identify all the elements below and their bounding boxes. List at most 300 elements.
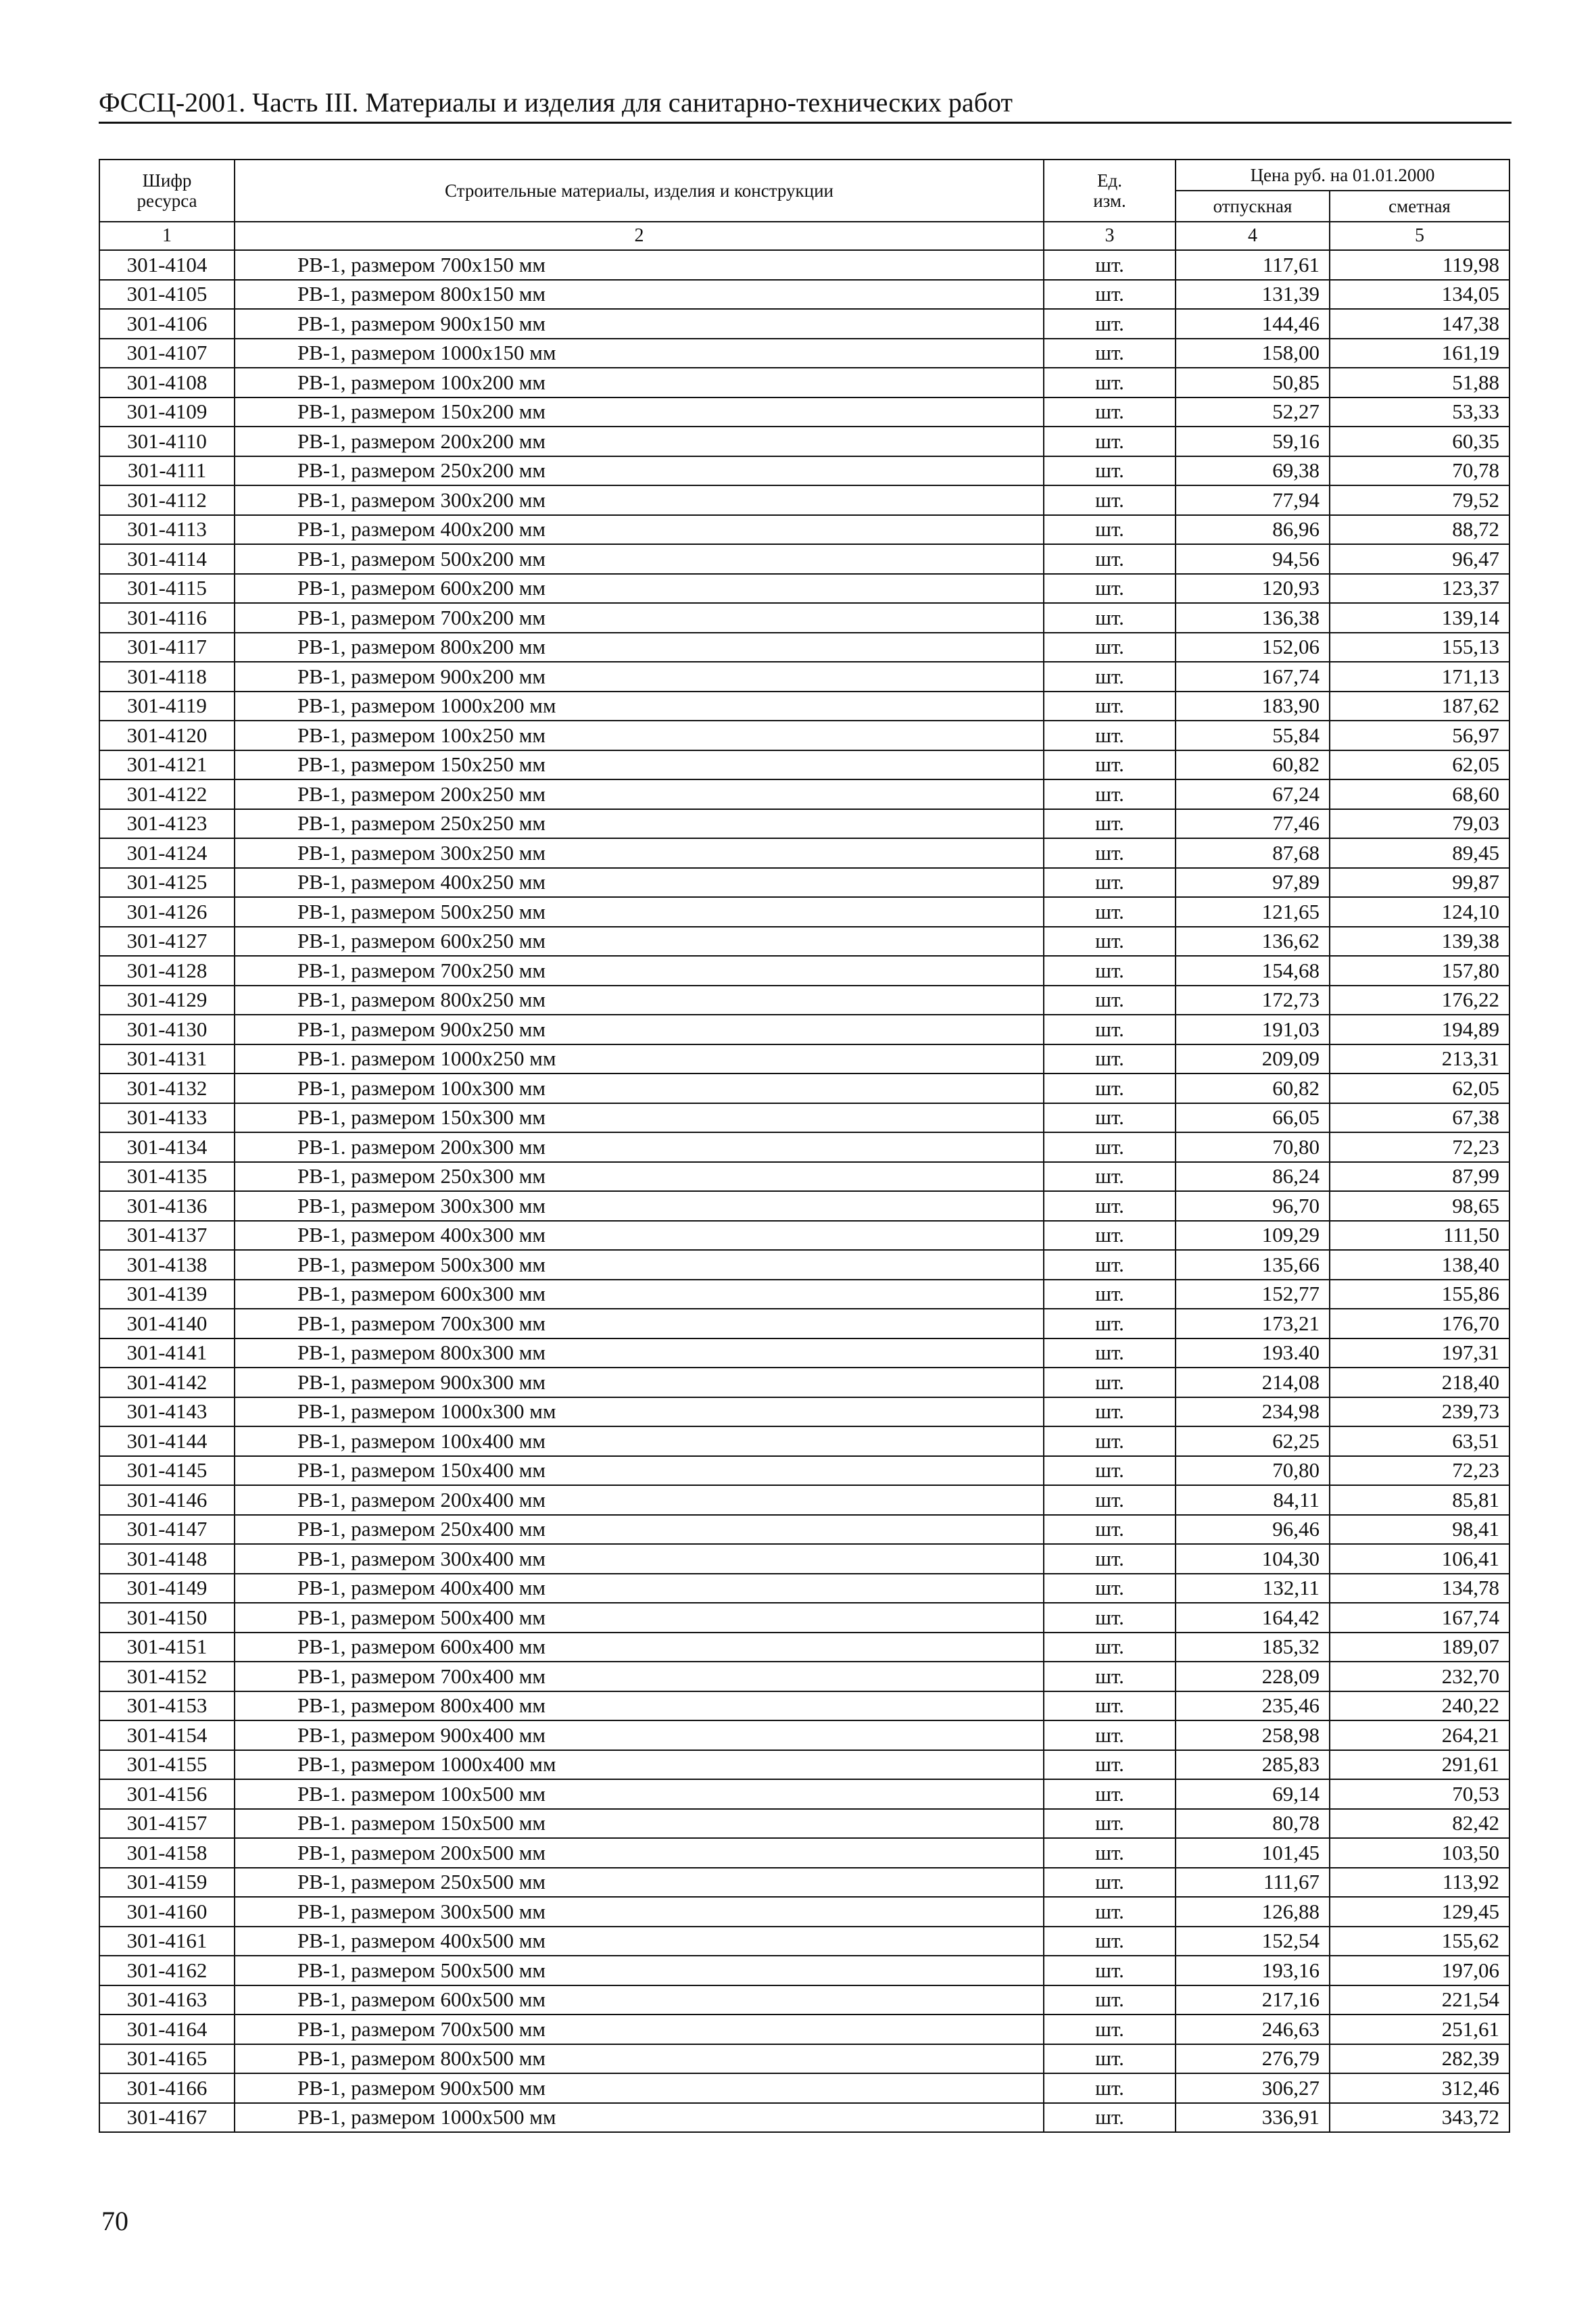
material-name-cell: РВ-1, размером 900х400 мм bbox=[235, 1720, 1044, 1750]
resource-code-cell: 301-4149 bbox=[99, 1574, 235, 1603]
estimate-price-cell: 62,05 bbox=[1330, 750, 1509, 780]
unit-cell: шт. bbox=[1044, 1927, 1176, 1956]
estimate-price-cell: 106,41 bbox=[1330, 1544, 1509, 1574]
release-price-cell: 152,06 bbox=[1176, 633, 1330, 662]
table-row bbox=[99, 809, 1509, 839]
material-name-cell: РВ-1, размером 800х200 мм bbox=[235, 633, 1044, 662]
material-name-cell: РВ-1, размером 250х500 мм bbox=[235, 1868, 1044, 1898]
resource-code-cell: 301-4124 bbox=[99, 838, 235, 868]
release-price-cell: 77,46 bbox=[1176, 809, 1330, 839]
unit-cell: шт. bbox=[1044, 1456, 1176, 1486]
resource-code-cell: 301-4129 bbox=[99, 986, 235, 1015]
resource-code-cell: 301-4144 bbox=[99, 1426, 235, 1456]
estimate-price-cell: 72,23 bbox=[1330, 1456, 1509, 1486]
unit-cell: шт. bbox=[1044, 868, 1176, 898]
release-price-cell: 136,62 bbox=[1176, 927, 1330, 957]
estimate-price-cell: 167,74 bbox=[1330, 1603, 1509, 1633]
table-row bbox=[99, 544, 1509, 574]
estimate-price-cell: 139,38 bbox=[1330, 927, 1509, 957]
table-row bbox=[99, 1191, 1509, 1221]
page-number: 70 bbox=[101, 2206, 128, 2236]
release-price-cell: 50,85 bbox=[1176, 368, 1330, 397]
resource-code-cell: 301-4151 bbox=[99, 1633, 235, 1662]
header-name: Строительные материалы, изделия и конструкции bbox=[235, 160, 1044, 222]
resource-code-cell: 301-4134 bbox=[99, 1132, 235, 1162]
release-price-cell: 70,80 bbox=[1176, 1456, 1330, 1486]
table-row bbox=[99, 1779, 1509, 1809]
material-name-cell: РВ-1, размером 500х400 мм bbox=[235, 1603, 1044, 1633]
resource-code-cell: 301-4121 bbox=[99, 750, 235, 780]
unit-cell: шт. bbox=[1044, 1779, 1176, 1809]
resource-code-cell: 301-4125 bbox=[99, 868, 235, 898]
resource-code-cell: 301-4167 bbox=[99, 2103, 235, 2133]
material-name-cell: РВ-1, размером 150х400 мм bbox=[235, 1456, 1044, 1486]
material-name-cell: РВ-1, размером 300х500 мм bbox=[235, 1897, 1044, 1927]
estimate-price-cell: 197,31 bbox=[1330, 1338, 1509, 1368]
material-name-cell: РВ-1, размером 300х200 мм bbox=[235, 485, 1044, 515]
unit-cell: шт. bbox=[1044, 485, 1176, 515]
release-price-cell: 84,11 bbox=[1176, 1485, 1330, 1515]
release-price-cell: 285,83 bbox=[1176, 1750, 1330, 1780]
release-price-cell: 59,16 bbox=[1176, 427, 1330, 456]
table-row bbox=[99, 515, 1509, 545]
unit-cell: шт. bbox=[1044, 574, 1176, 604]
resource-code-cell: 301-4155 bbox=[99, 1750, 235, 1780]
unit-cell: шт. bbox=[1044, 2044, 1176, 2074]
material-name-cell: РВ-1, размером 300х300 мм bbox=[235, 1191, 1044, 1221]
unit-cell: шт. bbox=[1044, 633, 1176, 662]
resource-code-cell: 301-4132 bbox=[99, 1073, 235, 1103]
release-price-cell: 77,94 bbox=[1176, 485, 1330, 515]
estimate-price-cell: 194,89 bbox=[1330, 1015, 1509, 1044]
table-row bbox=[99, 1897, 1509, 1927]
estimate-price-cell: 53,33 bbox=[1330, 397, 1509, 427]
table-row bbox=[99, 1368, 1509, 1397]
unit-cell: шт. bbox=[1044, 339, 1176, 368]
table-row bbox=[99, 1691, 1509, 1721]
release-price-cell: 152,77 bbox=[1176, 1280, 1330, 1309]
resource-code-cell: 301-4147 bbox=[99, 1515, 235, 1545]
resource-code-cell: 301-4111 bbox=[99, 456, 235, 486]
table-row bbox=[99, 1633, 1509, 1662]
release-price-cell: 193.40 bbox=[1176, 1338, 1330, 1368]
estimate-price-cell: 134,78 bbox=[1330, 1574, 1509, 1603]
table-row bbox=[99, 1044, 1509, 1074]
estimate-price-cell: 147,38 bbox=[1330, 309, 1509, 339]
release-price-cell: 86,24 bbox=[1176, 1162, 1330, 1192]
table-row bbox=[99, 1015, 1509, 1044]
material-name-cell: РВ-1, размером 800х250 мм bbox=[235, 986, 1044, 1015]
resource-code-cell: 301-4131 bbox=[99, 1044, 235, 1074]
material-name-cell: РВ-1, размером 100х200 мм bbox=[235, 368, 1044, 397]
resource-code-cell: 301-4104 bbox=[99, 250, 235, 280]
unit-cell: шт. bbox=[1044, 1368, 1176, 1397]
table-row bbox=[99, 2103, 1509, 2133]
release-price-cell: 86,96 bbox=[1176, 515, 1330, 545]
table-row bbox=[99, 1456, 1509, 1486]
table-row bbox=[99, 1603, 1509, 1633]
table-row bbox=[99, 1956, 1509, 1985]
resource-code-cell: 301-4117 bbox=[99, 633, 235, 662]
estimate-price-cell: 282,39 bbox=[1330, 2044, 1509, 2074]
estimate-price-cell: 176,70 bbox=[1330, 1309, 1509, 1338]
unit-cell: шт. bbox=[1044, 1633, 1176, 1662]
unit-cell: шт. bbox=[1044, 1132, 1176, 1162]
material-name-cell: РВ-1, размером 600х500 мм bbox=[235, 1985, 1044, 2015]
header-code bbox=[99, 160, 235, 222]
material-name-cell: РВ-1, размером 600х250 мм bbox=[235, 927, 1044, 957]
table-row bbox=[99, 868, 1509, 898]
resource-code-cell: 301-4150 bbox=[99, 1603, 235, 1633]
release-price-cell: 172,73 bbox=[1176, 986, 1330, 1015]
material-name-cell: РВ-1, размером 600х400 мм bbox=[235, 1633, 1044, 1662]
release-price-cell: 258,98 bbox=[1176, 1720, 1330, 1750]
unit-cell: шт. bbox=[1044, 1691, 1176, 1721]
estimate-price-cell: 221,54 bbox=[1330, 1985, 1509, 2015]
unit-cell: шт. bbox=[1044, 1809, 1176, 1839]
estimate-price-cell: 89,45 bbox=[1330, 838, 1509, 868]
release-price-cell: 173,21 bbox=[1176, 1309, 1330, 1338]
material-name-cell: РВ-1, размером 250х200 мм bbox=[235, 456, 1044, 486]
resource-code-cell: 301-4123 bbox=[99, 809, 235, 839]
estimate-price-cell: 161,19 bbox=[1330, 339, 1509, 368]
material-name-cell: РВ-1, размером 300х250 мм bbox=[235, 838, 1044, 868]
release-price-cell: 70,80 bbox=[1176, 1132, 1330, 1162]
material-name-cell: РВ-1, размером 1000х400 мм bbox=[235, 1750, 1044, 1780]
table-row bbox=[99, 1720, 1509, 1750]
estimate-price-cell: 189,07 bbox=[1330, 1633, 1509, 1662]
unit-cell: шт. bbox=[1044, 1103, 1176, 1133]
estimate-price-cell: 251,61 bbox=[1330, 2015, 1509, 2044]
release-price-cell: 55,84 bbox=[1176, 721, 1330, 750]
release-price-cell: 132,11 bbox=[1176, 1574, 1330, 1603]
release-price-cell: 135,66 bbox=[1176, 1250, 1330, 1280]
resource-code-cell: 301-4138 bbox=[99, 1250, 235, 1280]
table-row bbox=[99, 956, 1509, 986]
unit-cell: шт. bbox=[1044, 544, 1176, 574]
unit-cell: шт. bbox=[1044, 368, 1176, 397]
resource-code-cell: 301-4115 bbox=[99, 574, 235, 604]
resource-code-cell: 301-4137 bbox=[99, 1221, 235, 1251]
unit-cell: шт. bbox=[1044, 750, 1176, 780]
unit-cell: шт. bbox=[1044, 2103, 1176, 2133]
estimate-price-cell: 96,47 bbox=[1330, 544, 1509, 574]
resource-code-cell: 301-4162 bbox=[99, 1956, 235, 1985]
price-table bbox=[99, 159, 1510, 2133]
unit-cell: шт. bbox=[1044, 1162, 1176, 1192]
material-name-cell: РВ-1, размером 500х200 мм bbox=[235, 544, 1044, 574]
estimate-price-cell: 155,86 bbox=[1330, 1280, 1509, 1309]
header-unit bbox=[1044, 160, 1176, 222]
material-name-cell: РВ-1, размером 300х400 мм bbox=[235, 1544, 1044, 1574]
estimate-price-cell: 239,73 bbox=[1330, 1397, 1509, 1427]
unit-cell: шт. bbox=[1044, 1544, 1176, 1574]
resource-code-cell: 301-4105 bbox=[99, 280, 235, 310]
material-name-cell: РВ-1. размером 100х500 мм bbox=[235, 1779, 1044, 1809]
material-name-cell: РВ-1, размером 200х200 мм bbox=[235, 427, 1044, 456]
resource-code-cell: 301-4112 bbox=[99, 485, 235, 515]
table-row bbox=[99, 1809, 1509, 1839]
material-name-cell: РВ-1, размером 900х250 мм bbox=[235, 1015, 1044, 1044]
release-price-cell: 80,78 bbox=[1176, 1809, 1330, 1839]
resource-code-cell: 301-4164 bbox=[99, 2015, 235, 2044]
estimate-price-cell: 157,80 bbox=[1330, 956, 1509, 986]
resource-code-cell: 301-4165 bbox=[99, 2044, 235, 2074]
material-name-cell: РВ-1. размером 150х500 мм bbox=[235, 1809, 1044, 1839]
material-name-cell: РВ-1, размером 150х250 мм bbox=[235, 750, 1044, 780]
estimate-price-cell: 72,23 bbox=[1330, 1132, 1509, 1162]
release-price-cell: 87,68 bbox=[1176, 838, 1330, 868]
estimate-price-cell: 176,22 bbox=[1330, 986, 1509, 1015]
material-name-cell: РВ-1, размером 1000х200 мм bbox=[235, 692, 1044, 721]
unit-cell: шт. bbox=[1044, 1280, 1176, 1309]
resource-code-cell: 301-4159 bbox=[99, 1868, 235, 1898]
table-row bbox=[99, 692, 1509, 721]
estimate-price-cell: 103,50 bbox=[1330, 1838, 1509, 1868]
unit-cell: шт. bbox=[1044, 456, 1176, 486]
material-name-cell: РВ-1, размером 400х500 мм bbox=[235, 1927, 1044, 1956]
material-name-cell: РВ-1, размером 800х400 мм bbox=[235, 1691, 1044, 1721]
resource-code-cell: 301-4136 bbox=[99, 1191, 235, 1221]
resource-code-cell: 301-4127 bbox=[99, 927, 235, 957]
unit-cell: шт. bbox=[1044, 809, 1176, 839]
resource-code-cell: 301-4119 bbox=[99, 692, 235, 721]
release-price-cell: 69,38 bbox=[1176, 456, 1330, 486]
release-price-cell: 234,98 bbox=[1176, 1397, 1330, 1427]
estimate-price-cell: 87,99 bbox=[1330, 1162, 1509, 1192]
material-name-cell: РВ-1, размером 600х200 мм bbox=[235, 574, 1044, 604]
table-row bbox=[99, 1250, 1509, 1280]
table-row bbox=[99, 1985, 1509, 2015]
resource-code-cell: 301-4126 bbox=[99, 897, 235, 927]
resource-code-cell: 301-4108 bbox=[99, 368, 235, 397]
unit-cell: шт. bbox=[1044, 927, 1176, 957]
material-name-cell: РВ-1, размером 400х400 мм bbox=[235, 1574, 1044, 1603]
unit-cell: шт. bbox=[1044, 1044, 1176, 1074]
estimate-price-cell: 197,06 bbox=[1330, 1956, 1509, 1985]
table-row bbox=[99, 1103, 1509, 1133]
release-price-cell: 191,03 bbox=[1176, 1015, 1330, 1044]
header-col-number-3: 3 bbox=[1044, 222, 1176, 250]
header-release-price: отпускная bbox=[1176, 191, 1330, 222]
table-row bbox=[99, 1426, 1509, 1456]
table-row bbox=[99, 1485, 1509, 1515]
table-row bbox=[99, 750, 1509, 780]
material-name-cell: РВ-1, размером 800х150 мм bbox=[235, 280, 1044, 310]
estimate-price-cell: 60,35 bbox=[1330, 427, 1509, 456]
header-unit-line1: Ед. bbox=[1097, 170, 1122, 191]
unit-cell: шт. bbox=[1044, 1191, 1176, 1221]
header-estimate-price: сметная bbox=[1330, 191, 1509, 222]
resource-code-cell: 301-4158 bbox=[99, 1838, 235, 1868]
resource-code-cell: 301-4152 bbox=[99, 1662, 235, 1691]
estimate-price-cell: 171,13 bbox=[1330, 662, 1509, 692]
estimate-price-cell: 111,50 bbox=[1330, 1221, 1509, 1251]
estimate-price-cell: 79,03 bbox=[1330, 809, 1509, 839]
table-row bbox=[99, 1309, 1509, 1338]
estimate-price-cell: 139,14 bbox=[1330, 603, 1509, 633]
table-row bbox=[99, 662, 1509, 692]
table-row bbox=[99, 309, 1509, 339]
material-name-cell: РВ-1, размером 700х200 мм bbox=[235, 603, 1044, 633]
release-price-cell: 52,27 bbox=[1176, 397, 1330, 427]
estimate-price-cell: 155,13 bbox=[1330, 633, 1509, 662]
material-name-cell: РВ-1, размером 500х500 мм bbox=[235, 1956, 1044, 1985]
resource-code-cell: 301-4146 bbox=[99, 1485, 235, 1515]
release-price-cell: 152,54 bbox=[1176, 1927, 1330, 1956]
unit-cell: шт. bbox=[1044, 1515, 1176, 1545]
table-row bbox=[99, 1838, 1509, 1868]
resource-code-cell: 301-4140 bbox=[99, 1309, 235, 1338]
estimate-price-cell: 67,38 bbox=[1330, 1103, 1509, 1133]
release-price-cell: 66,05 bbox=[1176, 1103, 1330, 1133]
table-row bbox=[99, 1868, 1509, 1898]
header-price: Цена руб. на 01.01.2000 bbox=[1176, 160, 1509, 191]
material-name-cell: РВ-1. размером 200х300 мм bbox=[235, 1132, 1044, 1162]
resource-code-cell: 301-4160 bbox=[99, 1897, 235, 1927]
unit-cell: шт. bbox=[1044, 1426, 1176, 1456]
header-code-line1: Шифр bbox=[142, 170, 192, 191]
table-row bbox=[99, 1162, 1509, 1192]
material-name-cell: РВ-1, размером 400х250 мм bbox=[235, 868, 1044, 898]
unit-cell: шт. bbox=[1044, 1662, 1176, 1691]
estimate-price-cell: 51,88 bbox=[1330, 368, 1509, 397]
estimate-price-cell: 123,37 bbox=[1330, 574, 1509, 604]
release-price-cell: 209,09 bbox=[1176, 1044, 1330, 1074]
resource-code-cell: 301-4156 bbox=[99, 1779, 235, 1809]
release-price-cell: 131,39 bbox=[1176, 280, 1330, 310]
resource-code-cell: 301-4118 bbox=[99, 662, 235, 692]
unit-cell: шт. bbox=[1044, 1309, 1176, 1338]
resource-code-cell: 301-4139 bbox=[99, 1280, 235, 1309]
release-price-cell: 109,29 bbox=[1176, 1221, 1330, 1251]
resource-code-cell: 301-4128 bbox=[99, 956, 235, 986]
estimate-price-cell: 213,31 bbox=[1330, 1044, 1509, 1074]
table-row bbox=[99, 1338, 1509, 1368]
release-price-cell: 111,67 bbox=[1176, 1868, 1330, 1898]
release-price-cell: 60,82 bbox=[1176, 1073, 1330, 1103]
table-row bbox=[99, 633, 1509, 662]
release-price-cell: 228,09 bbox=[1176, 1662, 1330, 1691]
unit-cell: шт. bbox=[1044, 1720, 1176, 1750]
estimate-price-cell: 70,53 bbox=[1330, 1779, 1509, 1809]
resource-code-cell: 301-4141 bbox=[99, 1338, 235, 1368]
unit-cell: шт. bbox=[1044, 779, 1176, 809]
release-price-cell: 167,74 bbox=[1176, 662, 1330, 692]
release-price-cell: 117,61 bbox=[1176, 250, 1330, 280]
release-price-cell: 62,25 bbox=[1176, 1426, 1330, 1456]
estimate-price-cell: 134,05 bbox=[1330, 280, 1509, 310]
estimate-price-cell: 232,70 bbox=[1330, 1662, 1509, 1691]
table-row bbox=[99, 427, 1509, 456]
table-row bbox=[99, 721, 1509, 750]
estimate-price-cell: 98,65 bbox=[1330, 1191, 1509, 1221]
release-price-cell: 217,16 bbox=[1176, 1985, 1330, 2015]
material-name-cell: РВ-1, размером 1000х300 мм bbox=[235, 1397, 1044, 1427]
release-price-cell: 96,70 bbox=[1176, 1191, 1330, 1221]
resource-code-cell: 301-4130 bbox=[99, 1015, 235, 1044]
release-price-cell: 154,68 bbox=[1176, 956, 1330, 986]
material-name-cell: РВ-1. размером 1000х250 мм bbox=[235, 1044, 1044, 1074]
estimate-price-cell: 62,05 bbox=[1330, 1073, 1509, 1103]
resource-code-cell: 301-4161 bbox=[99, 1927, 235, 1956]
estimate-price-cell: 187,62 bbox=[1330, 692, 1509, 721]
material-name-cell: РВ-1, размером 900х200 мм bbox=[235, 662, 1044, 692]
unit-cell: шт. bbox=[1044, 1985, 1176, 2015]
resource-code-cell: 301-4109 bbox=[99, 397, 235, 427]
table-row bbox=[99, 1927, 1509, 1956]
estimate-price-cell: 343,72 bbox=[1330, 2103, 1509, 2133]
estimate-price-cell: 98,41 bbox=[1330, 1515, 1509, 1545]
table-row bbox=[99, 986, 1509, 1015]
unit-cell: шт. bbox=[1044, 1868, 1176, 1898]
table-row bbox=[99, 1221, 1509, 1251]
table-row bbox=[99, 485, 1509, 515]
unit-cell: шт. bbox=[1044, 2015, 1176, 2044]
release-price-cell: 193,16 bbox=[1176, 1956, 1330, 1985]
header-col-number-1: 1 bbox=[99, 222, 235, 250]
unit-cell: шт. bbox=[1044, 1397, 1176, 1427]
estimate-price-cell: 312,46 bbox=[1330, 2073, 1509, 2103]
unit-cell: шт. bbox=[1044, 721, 1176, 750]
unit-cell: шт. bbox=[1044, 1603, 1176, 1633]
table-row bbox=[99, 250, 1509, 280]
price-table-container bbox=[99, 159, 1509, 2133]
release-price-cell: 158,00 bbox=[1176, 339, 1330, 368]
header-col-number-2: 2 bbox=[235, 222, 1044, 250]
resource-code-cell: 301-4135 bbox=[99, 1162, 235, 1192]
unit-cell: шт. bbox=[1044, 515, 1176, 545]
release-price-cell: 101,45 bbox=[1176, 1838, 1330, 1868]
material-name-cell: РВ-1, размером 200х250 мм bbox=[235, 779, 1044, 809]
material-name-cell: РВ-1, размером 100х250 мм bbox=[235, 721, 1044, 750]
release-price-cell: 136,38 bbox=[1176, 603, 1330, 633]
estimate-price-cell: 240,22 bbox=[1330, 1691, 1509, 1721]
release-price-cell: 126,88 bbox=[1176, 1897, 1330, 1927]
release-price-cell: 104,30 bbox=[1176, 1544, 1330, 1574]
estimate-price-cell: 82,42 bbox=[1330, 1809, 1509, 1839]
table-row bbox=[99, 2044, 1509, 2074]
table-row bbox=[99, 339, 1509, 368]
unit-cell: шт. bbox=[1044, 1574, 1176, 1603]
estimate-price-cell: 291,61 bbox=[1330, 1750, 1509, 1780]
material-name-cell: РВ-1, размером 250х400 мм bbox=[235, 1515, 1044, 1545]
estimate-price-cell: 68,60 bbox=[1330, 779, 1509, 809]
resource-code-cell: 301-4122 bbox=[99, 779, 235, 809]
estimate-price-cell: 124,10 bbox=[1330, 897, 1509, 927]
material-name-cell: РВ-1, размером 700х250 мм bbox=[235, 956, 1044, 986]
material-name-cell: РВ-1, размером 100х300 мм bbox=[235, 1073, 1044, 1103]
estimate-price-cell: 264,21 bbox=[1330, 1720, 1509, 1750]
estimate-price-cell: 138,40 bbox=[1330, 1250, 1509, 1280]
table-row bbox=[99, 2073, 1509, 2103]
unit-cell: шт. bbox=[1044, 280, 1176, 310]
release-price-cell: 306,27 bbox=[1176, 2073, 1330, 2103]
table-row bbox=[99, 1750, 1509, 1780]
unit-cell: шт. bbox=[1044, 1838, 1176, 1868]
resource-code-cell: 301-4157 bbox=[99, 1809, 235, 1839]
resource-code-cell: 301-4133 bbox=[99, 1103, 235, 1133]
unit-cell: шт. bbox=[1044, 1485, 1176, 1515]
table-row bbox=[99, 1073, 1509, 1103]
material-name-cell: РВ-1, размером 900х150 мм bbox=[235, 309, 1044, 339]
unit-cell: шт. bbox=[1044, 1338, 1176, 1368]
table-row bbox=[99, 1544, 1509, 1574]
unit-cell: шт. bbox=[1044, 1250, 1176, 1280]
release-price-cell: 235,46 bbox=[1176, 1691, 1330, 1721]
resource-code-cell: 301-4166 bbox=[99, 2073, 235, 2103]
unit-cell: шт. bbox=[1044, 838, 1176, 868]
